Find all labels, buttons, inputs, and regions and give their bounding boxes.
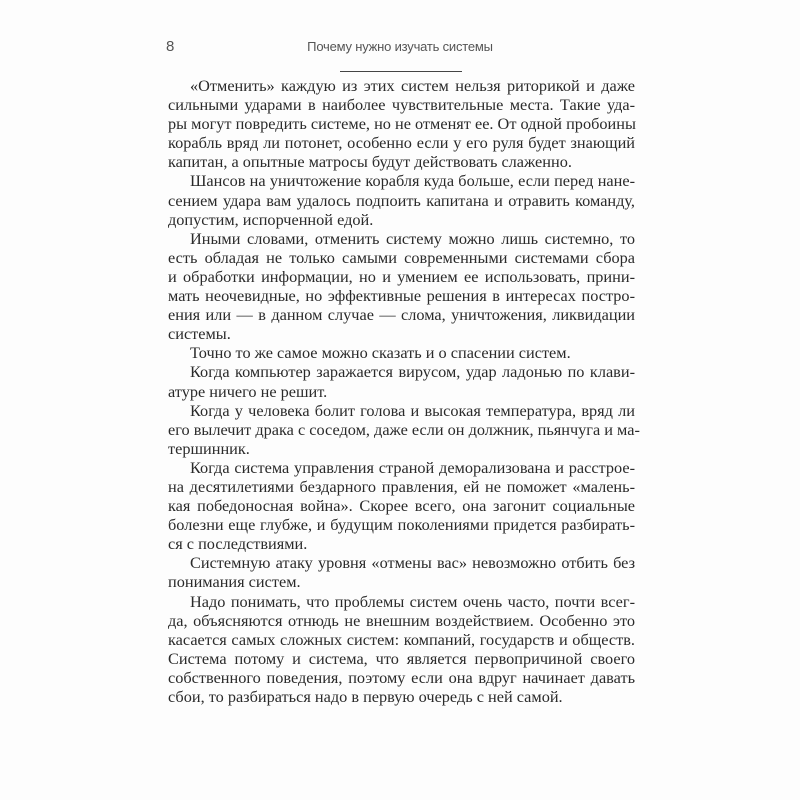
text-line: Когда у человека болит голова и высокая температура, вряд ли bbox=[190, 400, 635, 420]
text-line: тершинник. bbox=[168, 438, 250, 458]
paragraph bbox=[168, 592, 635, 707]
text-line: кая победоносная война». Скорее всего, она загонит социальные bbox=[168, 496, 635, 516]
text-line: Шансов на уничтожение корабля куда больше, если перед нане- bbox=[190, 171, 635, 191]
text-line: системы. bbox=[168, 324, 231, 344]
text-line: на десятилетиями бездарного правления, ей не поможет «малень- bbox=[168, 476, 635, 496]
text-line: Когда компьютер заражается вирусом, удар ладонью по клави- bbox=[190, 362, 635, 382]
text-line: Надо понимать, что проблемы систем очень часто, почти всег- bbox=[190, 591, 635, 611]
text-line: сением удара вам удалось подпоить капитана и отравить команду, bbox=[168, 190, 635, 210]
text-line: понимания систем. bbox=[168, 572, 301, 592]
text-line: его вылечит драка с соседом, даже если он должник, пьянчуга и ма- bbox=[168, 419, 640, 439]
text-line: допустим, испорченной едой. bbox=[168, 209, 374, 229]
paragraph bbox=[168, 400, 640, 458]
text-line: касается самых сложных систем: компаний, государств и обществ. bbox=[168, 629, 635, 649]
paragraph bbox=[168, 362, 635, 400]
page-number: 8 bbox=[166, 38, 175, 55]
paragraph bbox=[168, 229, 635, 344]
text-line: Когда система управления страной деморализована и расстрое- bbox=[190, 457, 635, 477]
text-line: Система потому и система, что является первопричиной своего bbox=[168, 648, 635, 668]
text-line: ения или — в данном случае — слома, уничтожения, ликвидации bbox=[168, 305, 635, 325]
text-line: Системную атаку уровня «отмены вас» невозможно отбить без bbox=[190, 553, 635, 573]
text-line: корабль вряд ли потонет, особенно если у его руля будет знающий bbox=[168, 133, 635, 153]
text-line: и обработки информации, но и умением ее использовать, прини- bbox=[168, 266, 635, 286]
body-text bbox=[168, 76, 640, 706]
text-line: «Отменить» каждую из этих систем нельзя риторикой и даже bbox=[190, 76, 635, 95]
text-line: ся с последствиями. bbox=[168, 534, 308, 554]
text-line: атуре ничего не решит. bbox=[168, 381, 328, 401]
text-line: Иными словами, отменить систему можно лишь системно, то bbox=[190, 228, 635, 248]
text-line: да, объясняются отнюдь не внешним воздействием. Особенно это bbox=[168, 610, 635, 630]
text-line: ры могут повредить системе, но не отменят ее. От одной пробоины bbox=[168, 114, 636, 134]
running-title: Почему нужно изучать системы bbox=[307, 39, 493, 54]
paragraph bbox=[168, 458, 635, 553]
text-line: сбои, то разбираться надо в первую очередь с ней самой. bbox=[168, 687, 563, 706]
text-line: Точно то же самое можно сказать и о спасении систем. bbox=[190, 343, 571, 363]
paragraph bbox=[168, 343, 635, 362]
header-rule bbox=[340, 71, 462, 72]
paragraph bbox=[168, 553, 635, 591]
paragraph bbox=[168, 171, 635, 228]
text-line: собственного поведения, поэтому если она вдруг начинает давать bbox=[168, 667, 635, 687]
text-line: сильными ударами в наиболее чувствительные места. Такие уда- bbox=[168, 95, 635, 115]
paragraph bbox=[168, 76, 635, 171]
text-line: капитан, а опытные матросы будут действовать слаженно. bbox=[168, 152, 572, 172]
text-line: болезни еще глубже, и будущим поколениями придется разбирать- bbox=[168, 515, 635, 535]
text-line: есть обладая не только самыми современными системами сбора bbox=[168, 247, 635, 267]
text-line: мать неочевидные, но эффективные решения в интересах постро- bbox=[168, 286, 635, 306]
